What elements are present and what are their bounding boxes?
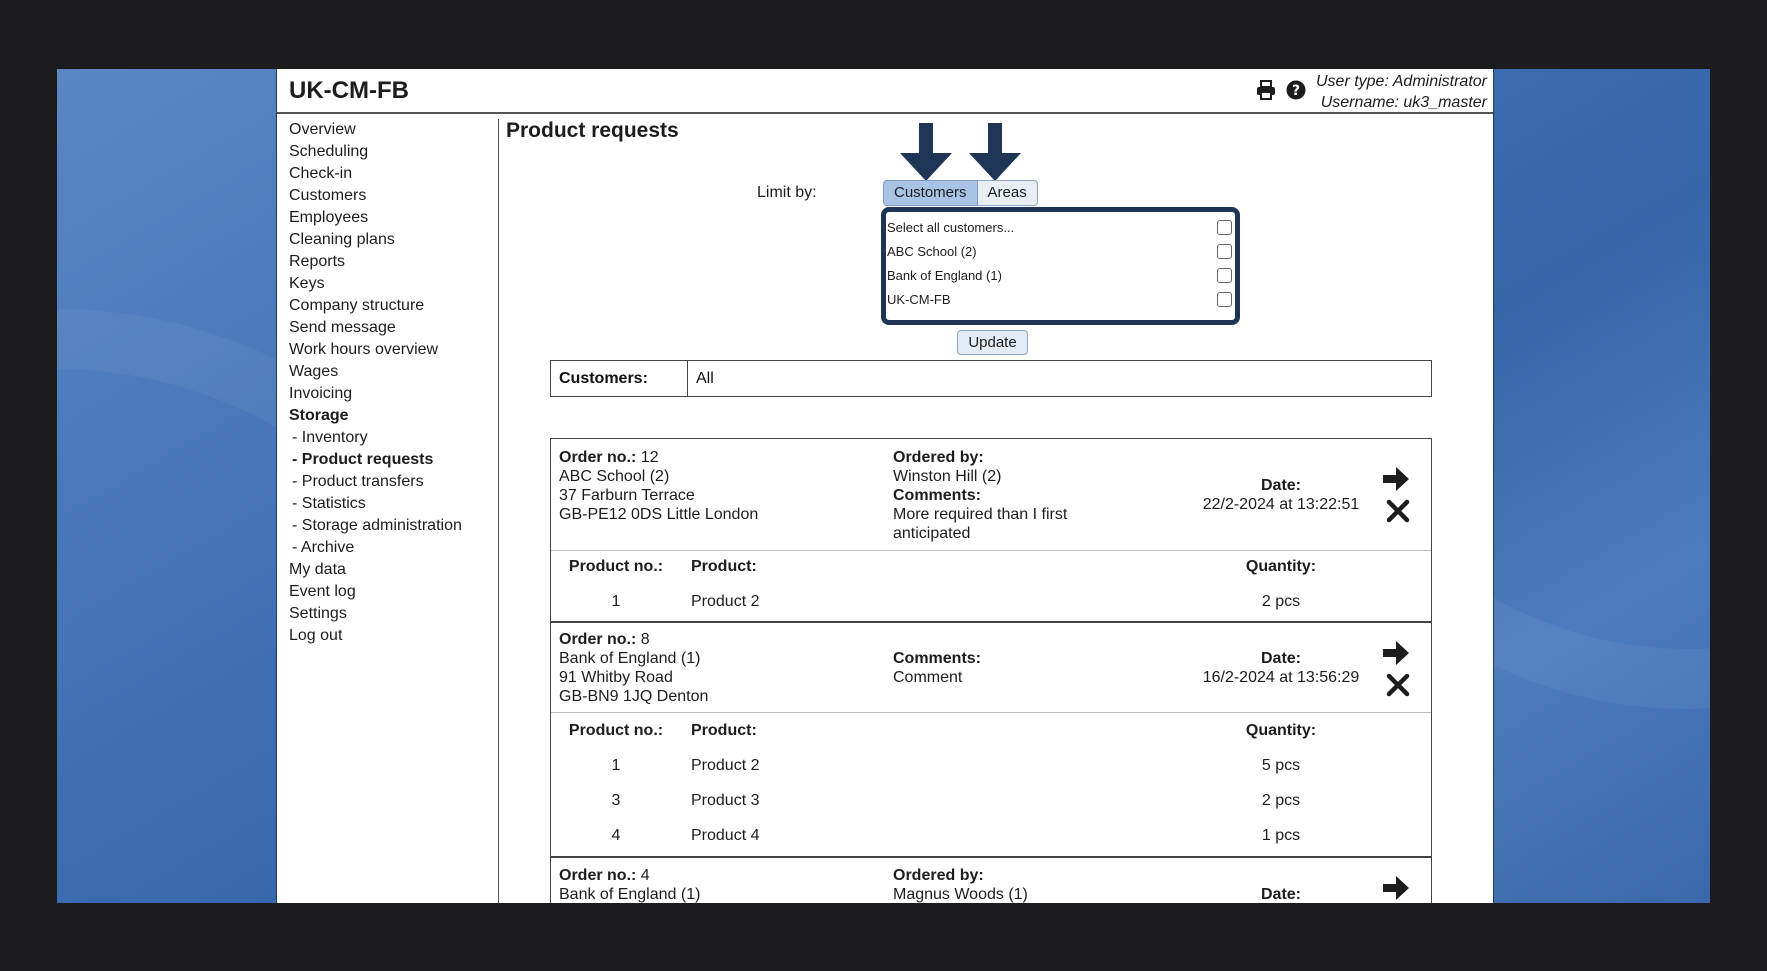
product-no-header: Product no.: (568, 558, 664, 575)
product-quantity: 5 pcs (1261, 757, 1301, 774)
customer-select-list (881, 207, 1240, 325)
sidebar-item-cleaning-plans[interactable]: Cleaning plans (289, 231, 395, 248)
sidebar-item-log-out[interactable]: Log out (289, 627, 343, 644)
user-type: User type: Administrator (1315, 73, 1487, 90)
page-title: Product requests (506, 119, 679, 142)
tab-customers[interactable]: Customers (883, 180, 978, 206)
open-order-arrow-icon[interactable] (1383, 467, 1409, 491)
product-header: Product: (691, 722, 757, 739)
date-label: Date: (1260, 477, 1301, 494)
delete-order-icon[interactable] (1385, 673, 1411, 697)
customer-option[interactable] (887, 287, 1232, 313)
product-quantity: 1 pcs (1261, 827, 1301, 844)
filter-value: All (696, 370, 714, 387)
sidebar-item-wages[interactable]: Wages (289, 363, 339, 380)
order-date: 16/2-2024 at 13:56:29 (1202, 669, 1360, 686)
tab-areas[interactable]: Areas (978, 180, 1038, 206)
customer-option[interactable] (887, 215, 1232, 241)
comments-label: Comments: (893, 487, 982, 504)
arrow-down-icon (969, 123, 1021, 181)
customer-option-label: Select all customers... (887, 220, 1015, 235)
comment-text: Comment (893, 669, 963, 686)
customer-checkbox[interactable] (1217, 244, 1232, 259)
customer-option-label: UK-CM-FB (887, 292, 951, 307)
page-header (277, 69, 1493, 114)
product-no: 4 (611, 827, 621, 844)
user-info (1316, 71, 1487, 113)
print-icon[interactable] (1255, 79, 1277, 101)
product-no: 3 (611, 792, 621, 809)
customer-option-label: ABC School (2) (887, 244, 977, 259)
app-window (276, 69, 1494, 903)
sidebar-item-archive[interactable]: - Archive (292, 539, 355, 556)
svg-text:?: ? (1291, 83, 1301, 99)
comments-label: Comments: (893, 650, 982, 667)
sidebar-item-reports[interactable]: Reports (289, 253, 346, 270)
ordered-by-label: Ordered by: (893, 867, 984, 884)
filter-key: Customers: (551, 361, 688, 396)
ordered-by-value: Winston Hill (2) (893, 468, 1002, 485)
quantity-header: Quantity: (1245, 722, 1317, 739)
order-number: 4 (640, 867, 650, 884)
sidebar-item-inventory[interactable]: - Inventory (292, 429, 368, 446)
product-no: 1 (611, 593, 621, 610)
customer-option[interactable] (887, 263, 1232, 289)
product-name: Product 2 (691, 757, 760, 774)
order-customer: Bank of England (1) (559, 650, 701, 667)
orders-list (550, 438, 1432, 903)
order-city: GB-PE12 0DS Little London (559, 506, 759, 523)
product-no-header: Product no.: (568, 722, 664, 739)
product-quantity: 2 pcs (1261, 792, 1301, 809)
product-name: Product 3 (691, 792, 760, 809)
sidebar-item-customers[interactable]: Customers (289, 187, 367, 204)
comment-text: More required than I first (893, 506, 1068, 523)
sidebar-item-event-log[interactable]: Event log (289, 583, 356, 600)
order-customer: Bank of England (1) (559, 886, 701, 903)
order-number: 8 (640, 631, 650, 648)
open-order-arrow-icon[interactable] (1383, 876, 1409, 900)
ordered-by-label: Ordered by: (893, 449, 984, 466)
help-icon[interactable] (1285, 79, 1307, 101)
customer-option-label: Bank of England (1) (887, 268, 1002, 283)
sidebar-item-invoicing[interactable]: Invoicing (289, 385, 353, 402)
order-customer: ABC School (2) (559, 468, 670, 485)
sidebar-item-company-structure[interactable]: Company structure (289, 297, 425, 314)
desktop-background (57, 69, 1710, 903)
product-quantity: 2 pcs (1261, 593, 1301, 610)
customer-option[interactable] (887, 239, 1232, 265)
sidebar-item-storage[interactable]: Storage (289, 407, 349, 424)
customer-checkbox[interactable] (1217, 292, 1232, 307)
product-no: 1 (611, 757, 621, 774)
comment-text: anticipated (893, 525, 971, 542)
sidebar-item-statistics[interactable]: - Statistics (292, 495, 366, 512)
ordered-by-value: Magnus Woods (1) (893, 886, 1028, 903)
sidebar-item-work-hours-overview[interactable]: Work hours overview (289, 341, 439, 358)
order-street: 37 Farburn Terrace (559, 487, 695, 504)
open-order-arrow-icon[interactable] (1383, 641, 1409, 665)
sidebar-item-keys[interactable]: Keys (289, 275, 325, 292)
product-name: Product 4 (691, 827, 760, 844)
sidebar-item-my-data[interactable]: My data (289, 561, 346, 578)
date-label: Date: (1260, 650, 1301, 667)
site-title: UK-CM-FB (289, 77, 409, 104)
sidebar-item-overview[interactable]: Overview (289, 121, 356, 138)
product-name: Product 2 (691, 593, 760, 610)
order-street: 91 Whitby Road (559, 669, 673, 686)
order-number: 12 (640, 449, 659, 466)
order-no-label: Order no.: (559, 631, 637, 648)
delete-order-icon[interactable] (1385, 499, 1411, 523)
customer-checkbox[interactable] (1217, 220, 1232, 235)
order-no-label: Order no.: (559, 449, 637, 466)
product-header: Product: (691, 558, 757, 575)
sidebar-item-product-requests[interactable]: - Product requests (292, 451, 434, 468)
filter-summary (550, 360, 1432, 397)
sidebar-item-settings[interactable]: Settings (289, 605, 347, 622)
order-city: GB-BN9 1JQ Denton (559, 688, 709, 705)
username: Username: uk3_master (1320, 94, 1487, 111)
sidebar-item-scheduling[interactable]: Scheduling (289, 143, 369, 160)
sidebar-item-employees[interactable]: Employees (289, 209, 369, 226)
sidebar-item-check-in[interactable]: Check-in (289, 165, 353, 182)
sidebar-nav (277, 119, 499, 903)
main-content (500, 119, 1494, 903)
limit-tabs (883, 180, 1038, 206)
quantity-header: Quantity: (1245, 558, 1317, 575)
order-no-label: Order no.: (559, 867, 637, 884)
update-button[interactable]: Update (957, 330, 1028, 355)
sidebar-item-send-message[interactable]: Send message (289, 319, 396, 336)
sidebar-item-storage-administration[interactable]: - Storage administration (292, 517, 462, 534)
order-date: 22/2-2024 at 13:22:51 (1202, 496, 1360, 513)
sidebar-item-product-transfers[interactable]: - Product transfers (292, 473, 424, 490)
customer-checkbox[interactable] (1217, 268, 1232, 283)
arrow-down-icon (900, 123, 952, 181)
limit-by-label: Limit by: (757, 184, 817, 201)
date-label: Date: (1260, 886, 1301, 903)
